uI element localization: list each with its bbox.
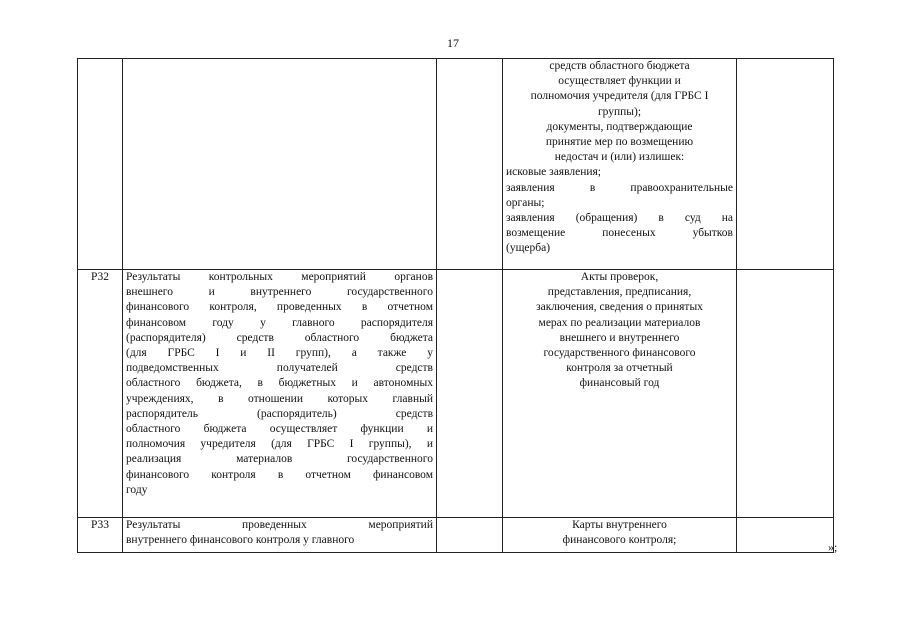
description-line: реализация материалов государственного — [126, 453, 433, 466]
documents-line: заключения, сведения о принятых — [536, 301, 703, 314]
row-documents — [503, 59, 737, 270]
empty-cell — [737, 270, 834, 518]
description-line: Результаты проведенных мероприятий — [126, 519, 433, 531]
row-description — [123, 518, 437, 553]
description-line: (для ГРБС I и II групп), а также у — [126, 347, 433, 360]
documents-line: Карты внутреннего — [572, 519, 667, 531]
description-line: внешнего и внутреннего государственного — [126, 286, 433, 299]
row-documents — [503, 270, 737, 518]
documents-line: мерах по реализации материалов — [538, 316, 701, 329]
description-line: учреждениях, в отношении которых главный — [126, 392, 433, 405]
documents-line: документы, подтверждающие — [546, 120, 693, 133]
empty-cell — [737, 59, 834, 270]
table-row — [78, 59, 834, 270]
documents-line: средств областного бюджета — [549, 60, 690, 72]
documents-line: осуществляет функции и — [558, 75, 681, 88]
description-line: областного бюджета, в бюджетных и автономных — [126, 377, 433, 390]
row-description — [123, 270, 437, 518]
document-table — [77, 58, 834, 553]
row-code — [78, 59, 123, 270]
row-description — [123, 59, 437, 270]
description-line: Результаты контрольных мероприятий органов — [126, 271, 433, 283]
empty-cell — [437, 270, 503, 518]
table-row — [78, 518, 834, 553]
documents-line: заявления (обращения) в суд на — [506, 212, 733, 225]
description-line: областного бюджета осуществляет функции и — [126, 423, 433, 436]
description-line: финансового контроля, проведенных в отчетном — [126, 301, 433, 314]
documents-line: возмещение понесеных убытков — [506, 227, 733, 240]
description-line: полномочия учредителя (для ГРБС I группы), и — [126, 438, 433, 451]
documents-line: принятие мер по возмещению — [545, 136, 694, 149]
row-code: Р33 — [78, 518, 123, 553]
description-line: году — [126, 483, 148, 496]
documents-line: контроля за отчетный — [566, 362, 673, 375]
description-line: распорядитель (распорядитель) средств — [126, 407, 433, 420]
documents-line: государственного финансового — [543, 347, 696, 360]
documents-line: представления, предписания, — [547, 286, 692, 299]
page-number: 17 — [447, 36, 459, 50]
documents-line: исковые заявления; — [506, 166, 601, 179]
table-row — [78, 270, 834, 518]
documents-line: финансового контроля; — [562, 534, 677, 547]
documents-line: внешнего и внутреннего — [559, 331, 680, 344]
closing-quote-mark: »; — [828, 540, 838, 554]
description-line: (распорядителя) средств областного бюджета — [126, 331, 433, 344]
description-line: внутреннего финансового контроля у главного — [126, 534, 355, 547]
table-body — [78, 59, 834, 553]
documents-line: заявления в правоохранительные — [506, 181, 733, 194]
documents-line: (ущерба) — [506, 242, 551, 255]
documents-line: группы); — [597, 105, 642, 118]
empty-cell — [437, 59, 503, 270]
empty-cell — [737, 518, 834, 553]
documents-line: Акты проверок, — [580, 271, 659, 283]
empty-cell — [437, 518, 503, 553]
documents-line: органы; — [506, 196, 545, 209]
documents-line: финансовый год — [579, 377, 660, 390]
documents-line: недостач и (или) излишек: — [554, 151, 685, 164]
documents-line: полномочия учредителя (для ГРБС I — [530, 90, 709, 103]
description-line: финансовом году у главного распорядителя — [126, 316, 433, 329]
description-line: подведомственных получателей средств — [126, 362, 433, 375]
description-line: финансового контроля в отчетном финансовом — [126, 468, 433, 481]
row-documents — [503, 518, 737, 553]
row-code: Р32 — [78, 270, 123, 518]
